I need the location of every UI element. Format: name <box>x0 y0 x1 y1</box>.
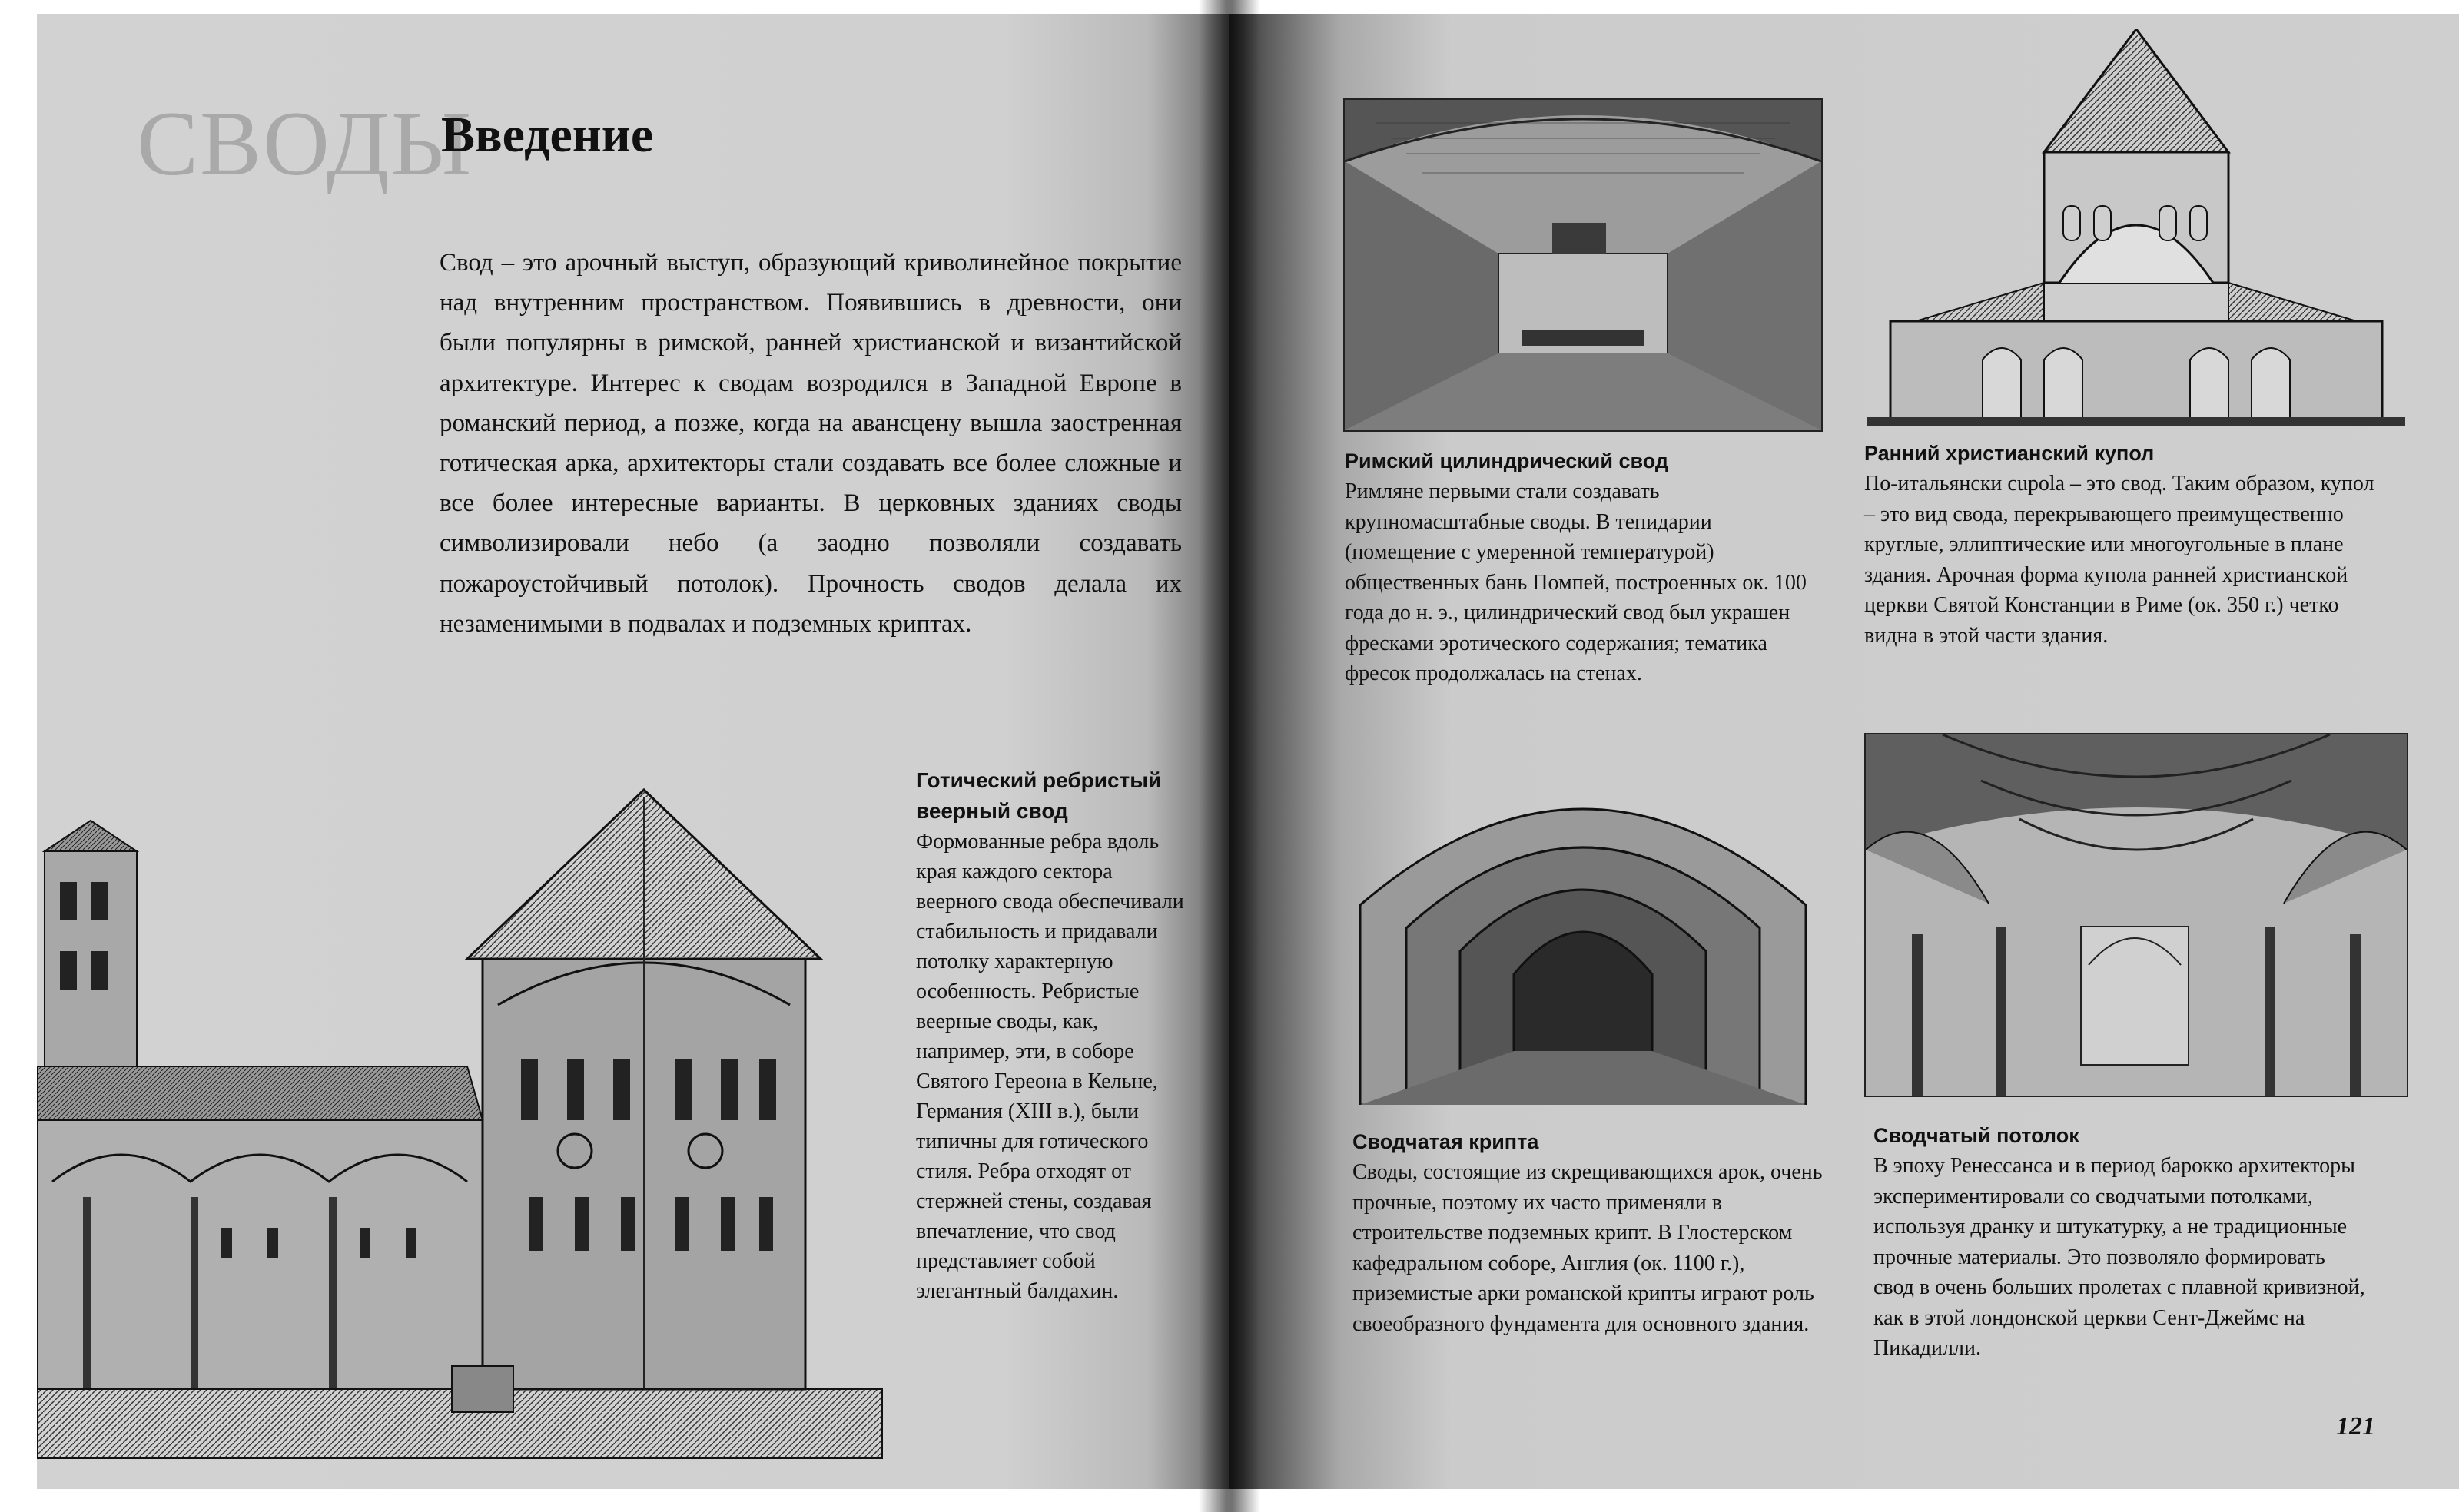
roman-vault-illustration <box>1343 98 1823 432</box>
caption-ceiling <box>1873 1120 2365 1364</box>
caption-roman-title: Римский цилиндрический свод <box>1345 449 1669 472</box>
page-title: Введение <box>441 107 654 163</box>
caption-crypt <box>1352 1126 1829 1339</box>
caption-gothic-text: Формованные ребра вдоль края каждого сектора веерного свода обеспечивали стабильность и придавали потолку характерную особенность. Ребристые веерные своды, как, например, эти, в соборе Святого Гереона в Кельне, Германия (XIII в.), были типичны для готического стиля. Ребра отходят от стержней стены, создавая впечатление, что свод представляет собой элегантный балдахин. <box>916 830 1184 1303</box>
book-gutter <box>1199 0 1260 1512</box>
right-page <box>1230 14 2459 1489</box>
caption-crypt-text: Своды, состоящие из скрещивающихся арок, очень прочные, поэтому их часто применяли в строительстве подземных крипт. В Глостерском кафедральном соборе, Англия (ок. 1100 г.), приземистые арки романской крипты играют роль своеобразного фундамента для основного здания. <box>1352 1160 1823 1336</box>
caption-crypt-title: Сводчатая крипта <box>1352 1130 1539 1153</box>
caption-dome <box>1864 438 2387 651</box>
page-number: 121 <box>2336 1412 2375 1441</box>
intro-paragraph: Свод – это арочный выступ, образующий криволинейное покрытие над внутренним пространством. Появившись в древности, они были популярны в римской, ранней христианской и византийской архитектуре. Интерес к сводам возродился в Западной Европе в романский период, а позже, когда на авансцену вышла заостренная готическая арка, архитекторы стали создавать все более сложные и все более интересные варианты. В церковных зданиях своды символизировали небо (а заодно позволяли создавать пожароустойчивый потолок). Прочность сводов делала их незаменимыми в подвалах и подземных криптах. <box>440 249 1182 638</box>
caption-gothic <box>916 765 1185 1306</box>
caption-roman-text: Римляне первыми стали создавать крупномасштабные своды. В тепидарии (помещение с умеренной температурой) общественных бань Помпей, построенных ок. 100 года до н. э., цилиндрический свод был украшен фресками эротического содержания; тематика фресок продолжалась на стенах. <box>1345 479 1807 685</box>
caption-gothic-title: Готический ребристый веерный свод <box>916 768 1162 823</box>
caption-dome-title: Ранний христианский купол <box>1864 442 2155 465</box>
gothic-vault-illustration <box>37 767 890 1481</box>
ceiling-illustration <box>1864 733 2408 1097</box>
caption-roman <box>1345 446 1814 689</box>
caption-ceiling-title: Сводчатый потолок <box>1873 1124 2079 1147</box>
section-word: СВОДЫ <box>137 92 473 194</box>
left-page <box>37 14 1245 1489</box>
dome-illustration <box>1867 29 2405 429</box>
caption-dome-text: По-итальянски cupola – это свод. Таким образом, купол – это вид свода, перекрывающего преимущественно круглые, эллиптические или многоугольные в плане здания. Арочная форма купола ранней христианской церкви Святой Констанции в Риме (ок. 350 г.) четко видна в этой части здания. <box>1864 472 2374 648</box>
caption-ceiling-text: В эпоху Ренессанса и в период барокко архитекторы экспериментировали со сводчатыми потолками, используя дранку и штукатурку, а не традиционные прочные материалы. Это позволяло формировать свод в очень больших пролетах с плавной кривизной, как в этой лондонской церкви Сент-Джеймс на Пикадилли. <box>1873 1154 2365 1360</box>
crypt-illustration <box>1345 744 1821 1105</box>
